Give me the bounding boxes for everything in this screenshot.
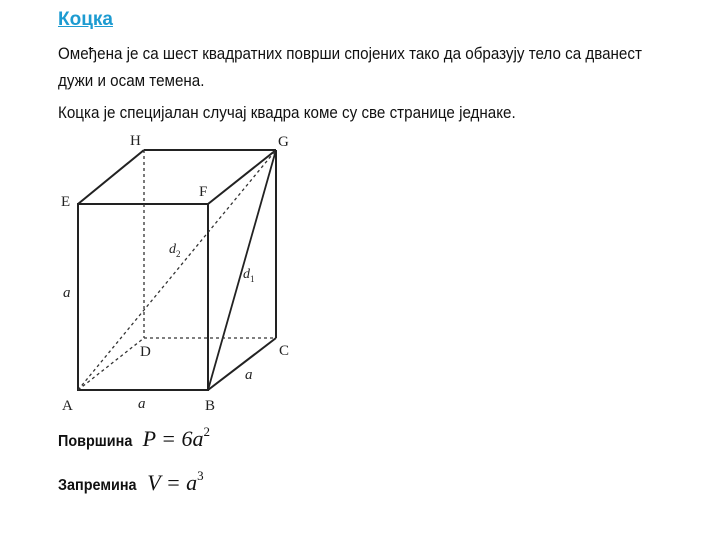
edge-fg bbox=[208, 150, 276, 204]
vertex-label-a: A bbox=[62, 398, 73, 414]
volume-formula-row bbox=[58, 468, 204, 496]
area-formula-base: P = 6a bbox=[142, 426, 204, 451]
volume-formula bbox=[147, 468, 203, 496]
edge-label-bc: a bbox=[245, 367, 253, 383]
vertex-label-h: H bbox=[130, 133, 141, 149]
face-diagonal-d1 bbox=[208, 150, 276, 390]
cube-diagram bbox=[40, 128, 320, 423]
volume-label: Запремина bbox=[58, 477, 137, 494]
definition-paragraph bbox=[58, 41, 642, 95]
diagonal-label-d1: $d_1$ bbox=[243, 267, 255, 284]
edge-label-ae: a bbox=[63, 285, 71, 301]
area-formula-row bbox=[58, 424, 210, 452]
page-title: Коцка bbox=[58, 9, 113, 30]
definition-line-2: дужи и осам темена. bbox=[58, 72, 205, 90]
volume-formula-exponent: 3 bbox=[197, 468, 204, 483]
vertex-label-g: G bbox=[278, 134, 289, 150]
volume-formula-base: V = a bbox=[147, 470, 198, 495]
area-label: Површина bbox=[58, 433, 133, 450]
area-formula-exponent: 2 bbox=[203, 424, 211, 439]
special-case-paragraph: Коцка је специјалан случај квадра коме су све странице једнаке. bbox=[58, 104, 516, 122]
edge-ad bbox=[78, 338, 144, 390]
vertex-label-e: E bbox=[61, 194, 71, 210]
definition-line-1: Омеђена је са шест квадратних површи спојених тако да образују тело са дванест bbox=[58, 45, 642, 63]
vertex-label-b: B bbox=[205, 398, 216, 414]
edge-label-ab: a bbox=[138, 396, 146, 412]
vertex-label-f: F bbox=[199, 184, 208, 200]
vertex-label-d: D bbox=[140, 344, 151, 360]
edge-eh bbox=[78, 150, 144, 204]
diagonal-label-d2: $d_2$ bbox=[169, 242, 181, 259]
edge-bc bbox=[208, 338, 276, 390]
area-formula bbox=[143, 424, 210, 452]
vertex-label-c: C bbox=[279, 343, 290, 359]
front-face bbox=[78, 204, 208, 390]
